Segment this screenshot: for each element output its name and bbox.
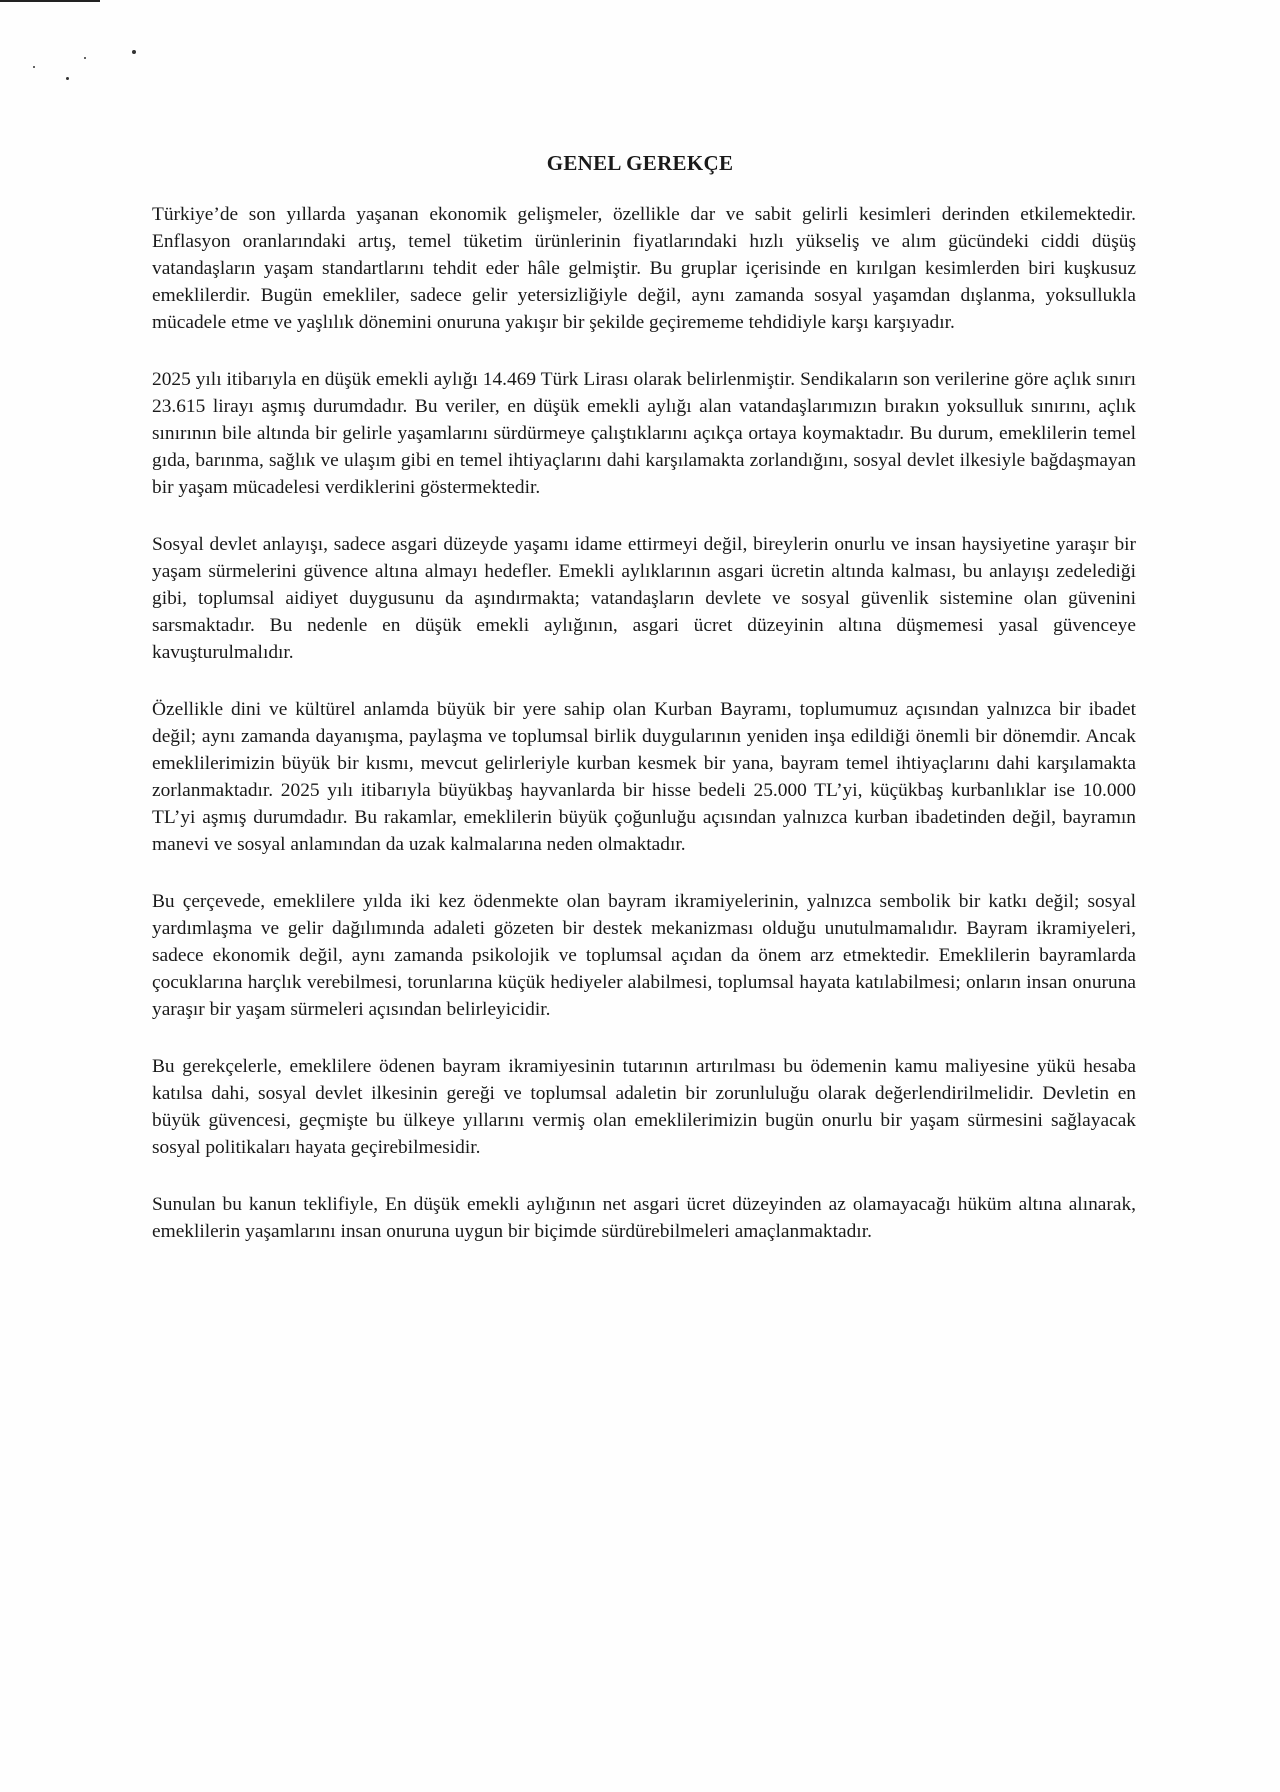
document-body — [152, 201, 1136, 1275]
paragraph-2: 2025 yılı itibarıyla en düşük emekli aylığı 14.469 Türk Lirası olarak belirlenmiştir. Sendikaların son verilerine göre açlık sınırı 23.615 lirayı aşmış durumdadır. Bu veriler, en düşük emekli aylığı alan vatandaşlarımızın bırakın yoksulluk sınırını, açlık sınırının bile altında bir gelirle yaşamlarını sürdürmeye çalıştıklarını açıkça ortaya koymaktadır. Bu durum, emeklilerin temel gıda, barınma, sağlık ve ulaşım gibi en temel ihtiyaçlarını dahi karşılamakta zorlandığını, sosyal devlet ilkesiyle bağdaşmayan bir yaşam mücadelesi verdiklerini göstermektedir. — [152, 369, 1136, 498]
scan-edge-mark — [0, 0, 100, 2]
scan-speck — [132, 50, 136, 54]
document-title: GENEL GEREKÇE — [546, 151, 734, 175]
scan-speck — [84, 57, 86, 59]
scan-speck — [33, 66, 35, 68]
scan-speck — [66, 77, 69, 80]
paragraph-3: Sosyal devlet anlayışı, sadece asgari düzeyde yaşamı idame ettirmeyi değil, bireylerin onurlu ve insan haysiyetine yaraşır bir yaşam sürmelerini güvence altına almayı hedefler. Emekli aylıklarının asgari ücretin altında kalması, bu anlayışı zedelediği gibi, toplumsal aidiyet duygusunu da aşındırmakta; vatandaşların devlete ve sosyal güvenlik sistemine olan güvenini sarsmaktadır. Bu nedenle en düşük emekli aylığının, asgari ücret düzeyinin altına düşmemesi yasal güvenceye kavuşturulmalıdır. — [152, 534, 1136, 663]
paragraph-1: Türkiye’de son yıllarda yaşanan ekonomik gelişmeler, özellikle dar ve sabit gelirli kesimleri derinden etkilemektedir. Enflasyon oranlarındaki artış, temel tüketim ürünlerinin fiyatlarındaki hızlı yükseliş ve alım gücündeki ciddi düşüş vatandaşların yaşam standartlarını tehdit eder hâle gelmiştir. Bu gruplar içerisinde en kırılgan kesimlerden biri kuşkusuz emeklilerdir. Bugün emekliler, sadece gelir yetersizliğiyle değil, aynı zamanda sosyal yaşamdan dışlanma, yoksullukla mücadele etme ve yaşlılık dönemini onuruna yakışır bir şekilde geçirememe tehdidiyle karşı karşıyadır. — [152, 204, 1136, 333]
paragraph-4: Özellikle dini ve kültürel anlamda büyük bir yere sahip olan Kurban Bayramı, toplumumuz açısından yalnızca bir ibadet değil; aynı zamanda dayanışma, paylaşma ve toplumsal birlik duygularının yeniden inşa edildiği önemli bir dönemdir. Ancak emeklilerimizin büyük bir kısmı, mevcut gelirleriyle kurban kesmek bir yana, bayram temel ihtiyaçlarını dahi karşılamakta zorlanmaktadır. 2025 yılı itibarıyla büyükbaş hayvanlarda bir hisse bedeli 25.000 TL’yi, küçükbaş kurbanlıklar ise 10.000 TL’yi aşmış durumdadır. Bu rakamlar, emeklilerin büyük çoğunluğu açısından yalnızca kurban ibadetinden değil, bayramın manevi ve sosyal anlamından da uzak kalmalarına neden olmaktadır. — [152, 699, 1136, 855]
paragraph-7: Sunulan bu kanun teklifiyle, En düşük emekli aylığının net asgari ücret düzeyinden az olamayacağı hüküm altına alınarak, emeklilerin yaşamlarını insan onuruna uygun bir biçimde sürdürebilmeleri amaçlanmaktadır. — [152, 1194, 1136, 1242]
paragraph-5: Bu çerçevede, emeklilere yılda iki kez ödenmekte olan bayram ikramiyelerinin, yalnızca sembolik bir katkı değil; sosyal yardımlaşma ve gelir dağılımında adaleti gözeten bir destek mekanizması olduğu unutulmamalıdır. Bayram ikramiyeleri, sadece ekonomik değil, aynı zamanda psikolojik ve toplumsal açıdan da önem arz etmektedir. Emeklilerin bayramlarda çocuklarına harçlık verebilmesi, torunlarına küçük hediyeler alabilmesi, toplumsal hayata katılabilmesi; onların insan onuruna yaraşır bir yaşam sürmeleri açısından belirleyicidir. — [152, 891, 1136, 1020]
paragraph-6: Bu gerekçelerle, emeklilere ödenen bayram ikramiyesinin tutarının artırılması bu ödemenin kamu maliyesine yükü hesaba katılsa dahi, sosyal devlet ilkesinin gereği ve toplumsal adaletin bir zorunluluğu olarak değerlendirilmelidir. Devletin en büyük güvencesi, geçmişte bu ülkeye yıllarını vermiş olan emeklilerimizin bugün onurlu bir yaşam sürmesini sağlayacak sosyal politikaları hayata geçirebilmesidir. — [152, 1056, 1136, 1158]
